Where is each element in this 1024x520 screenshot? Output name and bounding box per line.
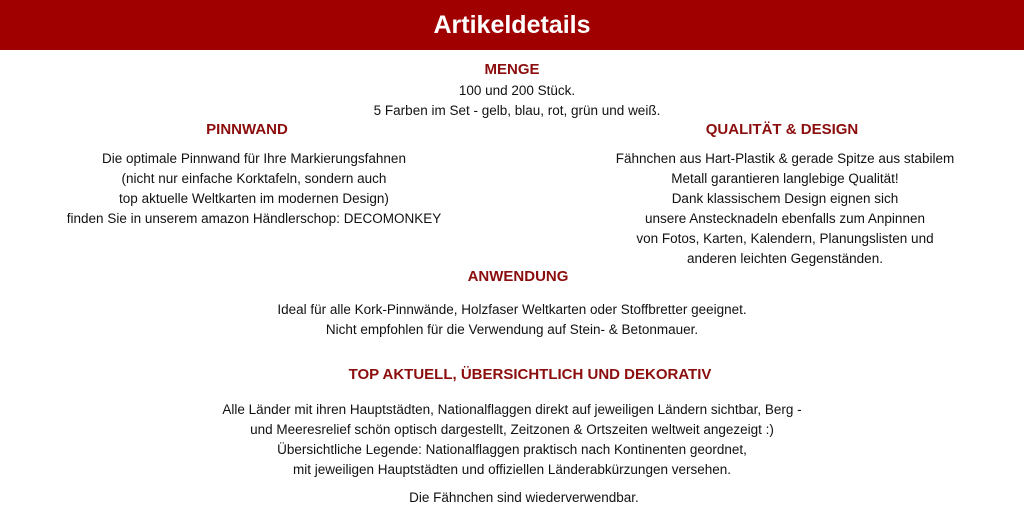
top-line-2: und Meeresrelief schön optisch dargestellt, Zeitzonen & Ortszeiten weltweit angezeigt :)	[250, 422, 774, 437]
anwendung-text	[212, 300, 812, 340]
qualitaet-text	[575, 149, 995, 269]
menge-line-2: 5 Farben im Set - gelb, blau, rot, grün und weiß.	[373, 103, 661, 118]
menge-line-1: 100 und 200 Stück.	[458, 83, 576, 98]
top-line-4: mit jeweiligen Hauptstädten und offiziellen Länderabkürzungen versehen.	[292, 462, 732, 477]
qualitaet-heading: QUALITÄT & DESIGN	[705, 121, 859, 138]
top-footer: Die Fähnchen sind wiederverwendbar.	[409, 490, 639, 505]
top-text	[172, 400, 852, 480]
top-line-3: Übersichtliche Legende: Nationalflaggen praktisch nach Kontinenten geordnet,	[277, 442, 747, 457]
pinnwand-line-1: Die optimale Pinnwand für Ihre Markierungsfahnen	[102, 151, 406, 166]
qualitaet-line-3: Dank klassischem Design eignen sich	[671, 191, 899, 206]
menge-text	[0, 81, 1024, 121]
pinnwand-line-4: finden Sie in unserem amazon Händlerschop: DECOMONKEY	[66, 211, 442, 226]
anwendung-line-2: Nicht empfohlen für die Verwendung auf Stein- & Betonmauer.	[325, 322, 699, 337]
pinnwand-text	[44, 149, 464, 229]
anwendung-heading: ANWENDUNG	[467, 268, 569, 285]
qualitaet-line-1: Fähnchen aus Hart-Plastik & gerade Spitze aus stabilem	[615, 151, 955, 166]
qualitaet-line-2: Metall garantieren langlebige Qualität!	[671, 171, 899, 186]
top-heading: TOP AKTUELL, ÜBERSICHTLICH UND DEKORATIV	[348, 366, 712, 383]
pinnwand-line-2: (nicht nur einfache Korktafeln, sondern auch	[121, 171, 387, 186]
pinnwand-heading: PINNWAND	[206, 121, 288, 138]
anwendung-line-1: Ideal für alle Kork-Pinnwände, Holzfaser Weltkarten oder Stoffbretter geeignet.	[277, 302, 747, 317]
title-banner	[0, 0, 1024, 50]
pinnwand-line-3: top aktuelle Weltkarten im modernen Design)	[119, 191, 389, 206]
qualitaet-line-4: unsere Anstecknadeln ebenfalls zum Anpinnen	[645, 211, 925, 226]
qualitaet-line-5: von Fotos, Karten, Kalendern, Planungslisten und	[636, 231, 934, 246]
top-line-1: Alle Länder mit ihren Hauptstädten, Nationalflaggen direkt auf jeweiligen Ländern sichtbar, Berg -	[222, 402, 802, 417]
menge-heading: MENGE	[484, 61, 540, 78]
qualitaet-line-6: anderen leichten Gegenständen.	[687, 251, 883, 266]
page-title: Artikeldetails	[433, 10, 591, 39]
